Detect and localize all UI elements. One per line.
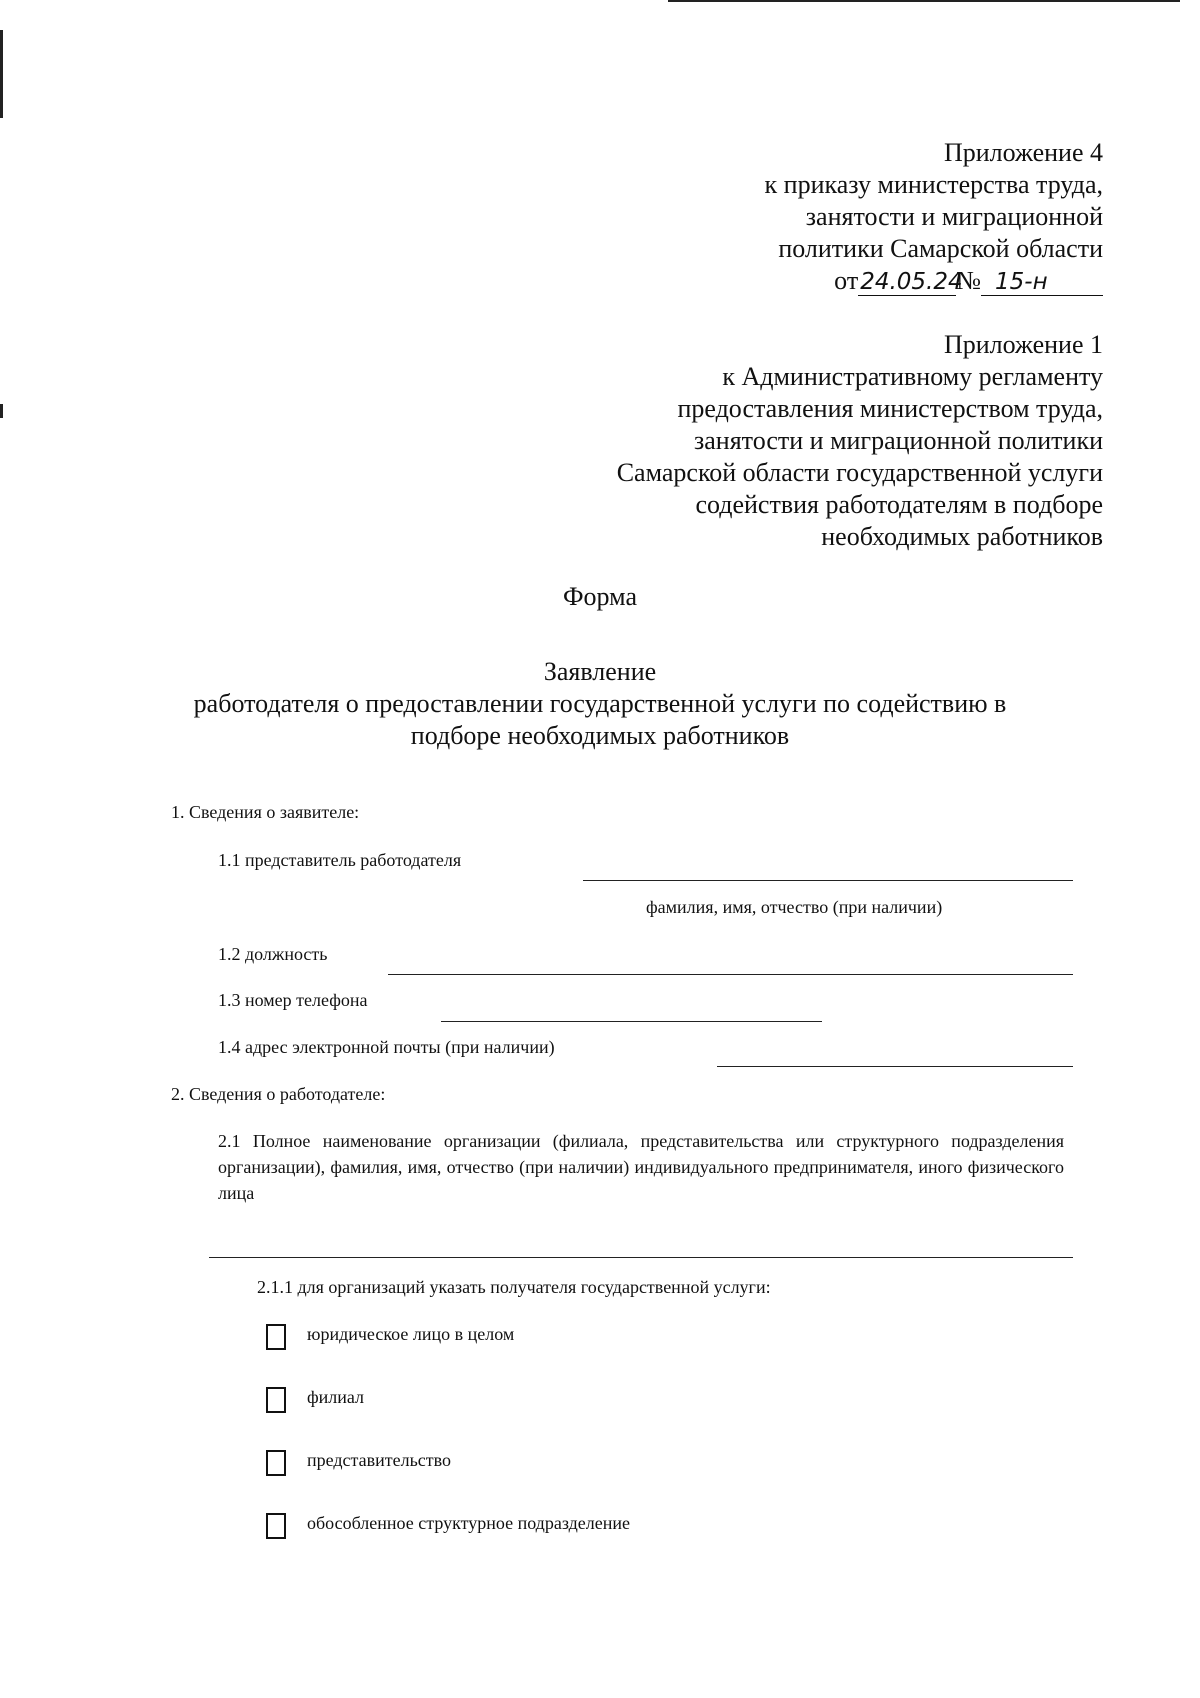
- appendix-1-line: необходимых работников: [821, 522, 1103, 551]
- appendix-4-line2: занятости и миграционной: [805, 202, 1103, 231]
- position-field[interactable]: [388, 974, 1073, 975]
- representative-office-checkbox[interactable]: [266, 1450, 286, 1476]
- branch-checkbox[interactable]: [266, 1387, 286, 1413]
- appendix-4-header: [765, 137, 1103, 297]
- appendix-1-title: Приложение 1: [943, 330, 1103, 359]
- phone-field[interactable]: [441, 1021, 822, 1022]
- scan-edge-left-mark: [0, 404, 3, 418]
- legal-entity-checkbox[interactable]: [266, 1324, 286, 1350]
- representative-office-label: представительство: [307, 1450, 452, 1470]
- email-label: 1.4 адрес электронной почты (при наличии): [218, 1037, 555, 1057]
- order-number-handwritten: 15-н: [981, 269, 1103, 296]
- employer-representative-label: 1.1 представитель работодателя: [218, 850, 462, 870]
- number-prefix: №: [956, 266, 981, 295]
- appendix-1-header: [617, 329, 1103, 553]
- order-date-handwritten: 24.05.24: [860, 269, 963, 295]
- statement-subtitle-line2: подборе необходимых работников: [410, 721, 790, 750]
- organization-name-label: 2.1 Полное наименование организации (филиала, представительства или структурного подразделения организации), фамилия, имя, отчество (при наличии) индивидуального предпринимателя, иного физического лица: [218, 1131, 1064, 1203]
- separate-division-label: обособленное структурное подразделение: [307, 1513, 630, 1533]
- phone-label: 1.3 номер телефона: [218, 990, 368, 1010]
- separate-division-checkbox[interactable]: [266, 1513, 286, 1539]
- appendix-4-line3: политики Самарской области: [778, 234, 1103, 263]
- scan-edge-left: [0, 30, 3, 118]
- representative-name-caption: фамилия, имя, отчество (при наличии): [646, 897, 943, 917]
- date-prefix: от: [834, 266, 859, 295]
- statement-title: Заявление: [543, 657, 657, 686]
- email-field[interactable]: [717, 1066, 1073, 1067]
- statement-title-block: [0, 656, 1200, 752]
- section-1-heading: 1. Сведения о заявителе:: [171, 802, 360, 822]
- appendix-1-line: занятости и миграционной политики: [693, 426, 1103, 455]
- statement-subtitle-line1: работодателя о предоставлении государственной услуги по содействию в: [193, 689, 1007, 718]
- appendix-1-line: содействия работодателям в подборе: [695, 490, 1103, 519]
- branch-label: филиал: [307, 1387, 365, 1407]
- organization-name-field[interactable]: [209, 1257, 1073, 1258]
- form-label: Форма: [563, 582, 637, 611]
- scan-edge-top: [668, 0, 1180, 2]
- order-date-line: [765, 265, 1103, 297]
- legal-entity-label: юридическое лицо в целом: [307, 1324, 515, 1344]
- service-recipient-label: 2.1.1 для организаций указать получателя государственной услуги:: [257, 1277, 771, 1297]
- employer-representative-field[interactable]: [583, 880, 1073, 881]
- position-label: 1.2 должность: [218, 944, 328, 964]
- appendix-1-line: предоставления министерством труда,: [677, 394, 1103, 423]
- appendix-1-line: Самарской области государственной услуги: [616, 458, 1103, 487]
- appendix-4-line1: к приказу министерства труда,: [764, 170, 1103, 199]
- appendix-1-line: к Административному регламенту: [722, 362, 1103, 391]
- appendix-4-title: Приложение 4: [943, 138, 1103, 167]
- section-2-heading: 2. Сведения о работодателе:: [171, 1084, 386, 1104]
